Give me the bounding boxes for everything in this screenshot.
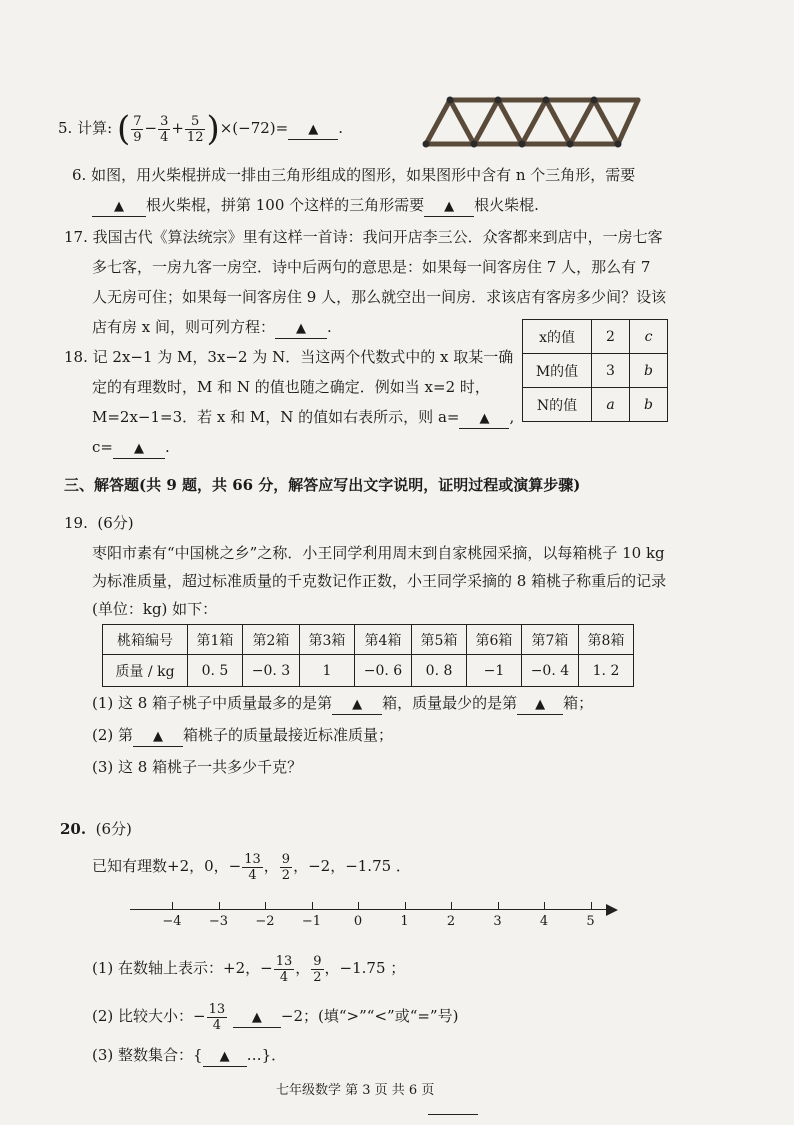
- q17-line4: 店有房 x 间，则可列方程： ▲ .: [92, 316, 332, 339]
- q18-line2: 定的有理数时，M 和 N 的值也随之确定．例如当 x=2 时，: [92, 378, 490, 396]
- table-row: 质量 / kg 0. 5 −0. 3 1 −0. 6 0. 8 −1 −0. 4 1. 2: [103, 655, 634, 687]
- number-line-tick: [451, 902, 452, 910]
- number-line-label: −3: [208, 914, 229, 929]
- q19-sub1: (1) 这 8 箱子桃子中质量最多的是第 ▲ 箱，质量最少的是第 ▲ 箱；: [92, 692, 593, 715]
- q20-header: 20. (6分): [60, 820, 132, 838]
- q18-line3: M=2x−1=3．若 x 和 M，N 的值如右表所示，则 a= ▲ ,: [92, 406, 514, 429]
- q15-label: 计算:: [77, 119, 113, 137]
- answer-blank[interactable]: ▲: [424, 196, 474, 217]
- q16-line1: 6. 如图，用火柴棍拼成一排由三角形组成的图形，如果图形中含有 n 个三角形，需要: [72, 166, 636, 184]
- q17-line3: 人无房可住；如果每一间客房住 9 人，那么就空出一间房．求该店有客房多少间？设该: [92, 288, 667, 306]
- q18-table: x的值 2 c M的值 3 b N的值 a b: [522, 319, 668, 422]
- q18-line4: c= ▲ .: [92, 436, 170, 459]
- q19-line2: 为标准质量，超过标准质量的千克数记作正数，小王同学采摘的 8 箱桃子称重后的记录: [92, 572, 667, 590]
- q15: 5. 计算: ( $\frac{7}{9}$ − $\frac{3}{4}$ + $\frac{5}{12}$ )×(−72)= ▲ .: [58, 109, 344, 149]
- answer-blank[interactable]: ▲: [113, 438, 165, 459]
- arrow-right-icon: [606, 904, 618, 916]
- number-line-label: 5: [586, 914, 595, 929]
- q19-sub2: (2) 第 ▲ 箱桃子的质量最接近标准质量；: [92, 724, 393, 747]
- number-line-label: 3: [493, 914, 502, 929]
- q19-peach-table: [102, 624, 634, 687]
- q19-number: 19.: [64, 514, 88, 532]
- q19-sub3: (3) 这 8 箱桃子一共多少千克？: [92, 758, 303, 776]
- matchstick-triangles-figure: [416, 92, 646, 154]
- q19-header: 19. (6分): [64, 514, 134, 532]
- answer-blank[interactable]: ▲: [92, 196, 146, 217]
- page-footer: 七年级数学 第 3 页 共 6 页: [276, 1083, 435, 1098]
- q16-number: 6.: [72, 166, 87, 184]
- q17-number: 17.: [64, 228, 88, 246]
- q15-number: 5.: [58, 119, 73, 137]
- number-line-label: 4: [539, 914, 549, 929]
- number-line-label: −4: [162, 914, 182, 929]
- answer-blank[interactable]: ▲: [233, 1007, 281, 1028]
- table-header-row: 桃箱编号 第1箱 第2箱 第3箱 第4箱 第5箱 第6箱 第7箱 第8箱: [103, 625, 634, 655]
- answer-blank[interactable]: ▲: [288, 119, 338, 140]
- answer-blank[interactable]: ▲: [517, 694, 563, 715]
- number-line-tick: [358, 902, 359, 910]
- q18-line1: 18. 记 2x−1 为 M，3x−2 为 N．当这两个代数式中的 x 取某一确: [64, 348, 514, 366]
- q20-sub3: (3) 整数集合：{ ▲ …}．: [92, 1044, 286, 1067]
- q16-line2: ▲ 根火柴棍，拼第 100 个这样的三角形需要 ▲ 根火柴棍.: [92, 194, 539, 217]
- answer-blank[interactable]: ▲: [332, 694, 382, 715]
- frac-den: 9: [133, 129, 142, 145]
- number-line-tick: [544, 902, 545, 910]
- q20-given: 已知有理数+2，0，− $\frac{13}{4}$ ， $\frac{9}{2}$ ，−2，−1.75 ．: [92, 851, 411, 883]
- number-line-label: 2: [446, 914, 456, 929]
- frac-num: 7: [133, 113, 142, 129]
- q17-line2: 多七客，一房九客一房空．诗中后两句的意思是：如果每一间客房住 7 人，那么有 7: [92, 258, 651, 276]
- number-line-label: −1: [301, 914, 322, 929]
- q17-line1: 17. 我国古代《算法统宗》里有这样一首诗：我问开店李三公．众客都来到店中，一房七客: [64, 228, 663, 246]
- q20-sub2: (2) 比较大小：− $\frac{13}{4}$ ▲ −2；(填“>”“<”或“=”号): [92, 1001, 459, 1033]
- answer-blank[interactable]: ▲: [275, 318, 327, 339]
- number-line-tick: [591, 902, 592, 910]
- answer-blank[interactable]: ▲: [133, 726, 183, 747]
- number-line-label: 1: [400, 914, 409, 929]
- number-line[interactable]: [130, 898, 620, 938]
- number-line-tick: [172, 902, 173, 910]
- q20-number: 20.: [60, 820, 87, 838]
- number-line-tick: [219, 902, 220, 910]
- number-line-axis: [130, 909, 610, 910]
- answer-blank[interactable]: ▲: [203, 1046, 247, 1067]
- number-line-label: −2: [255, 914, 275, 929]
- q18-number: 18.: [64, 348, 88, 366]
- number-line-tick: [498, 902, 499, 910]
- number-line-label: 0: [353, 914, 363, 929]
- section-heading: 三、解答题(共 9 题，共 66 分，解答应写出文字说明，证明过程或演算步骤): [64, 476, 581, 494]
- footer-rule: [428, 1114, 478, 1115]
- number-line-tick: [405, 902, 406, 910]
- q19-line1: 枣阳市素有“中国桃之乡”之称．小王同学利用周末到自家桃园采摘，以每箱桃子 10 kg: [92, 544, 665, 562]
- number-line-tick: [312, 902, 313, 910]
- q20-sub1: (1) 在数轴上表示：+2，− $\frac{13}{4}$ ， $\frac{9}{2}$ ，−1.75 ；: [92, 953, 406, 985]
- answer-blank[interactable]: ▲: [459, 408, 509, 429]
- number-line-tick: [265, 902, 266, 910]
- q19-line3: (单位：kg) 如下：: [92, 600, 218, 618]
